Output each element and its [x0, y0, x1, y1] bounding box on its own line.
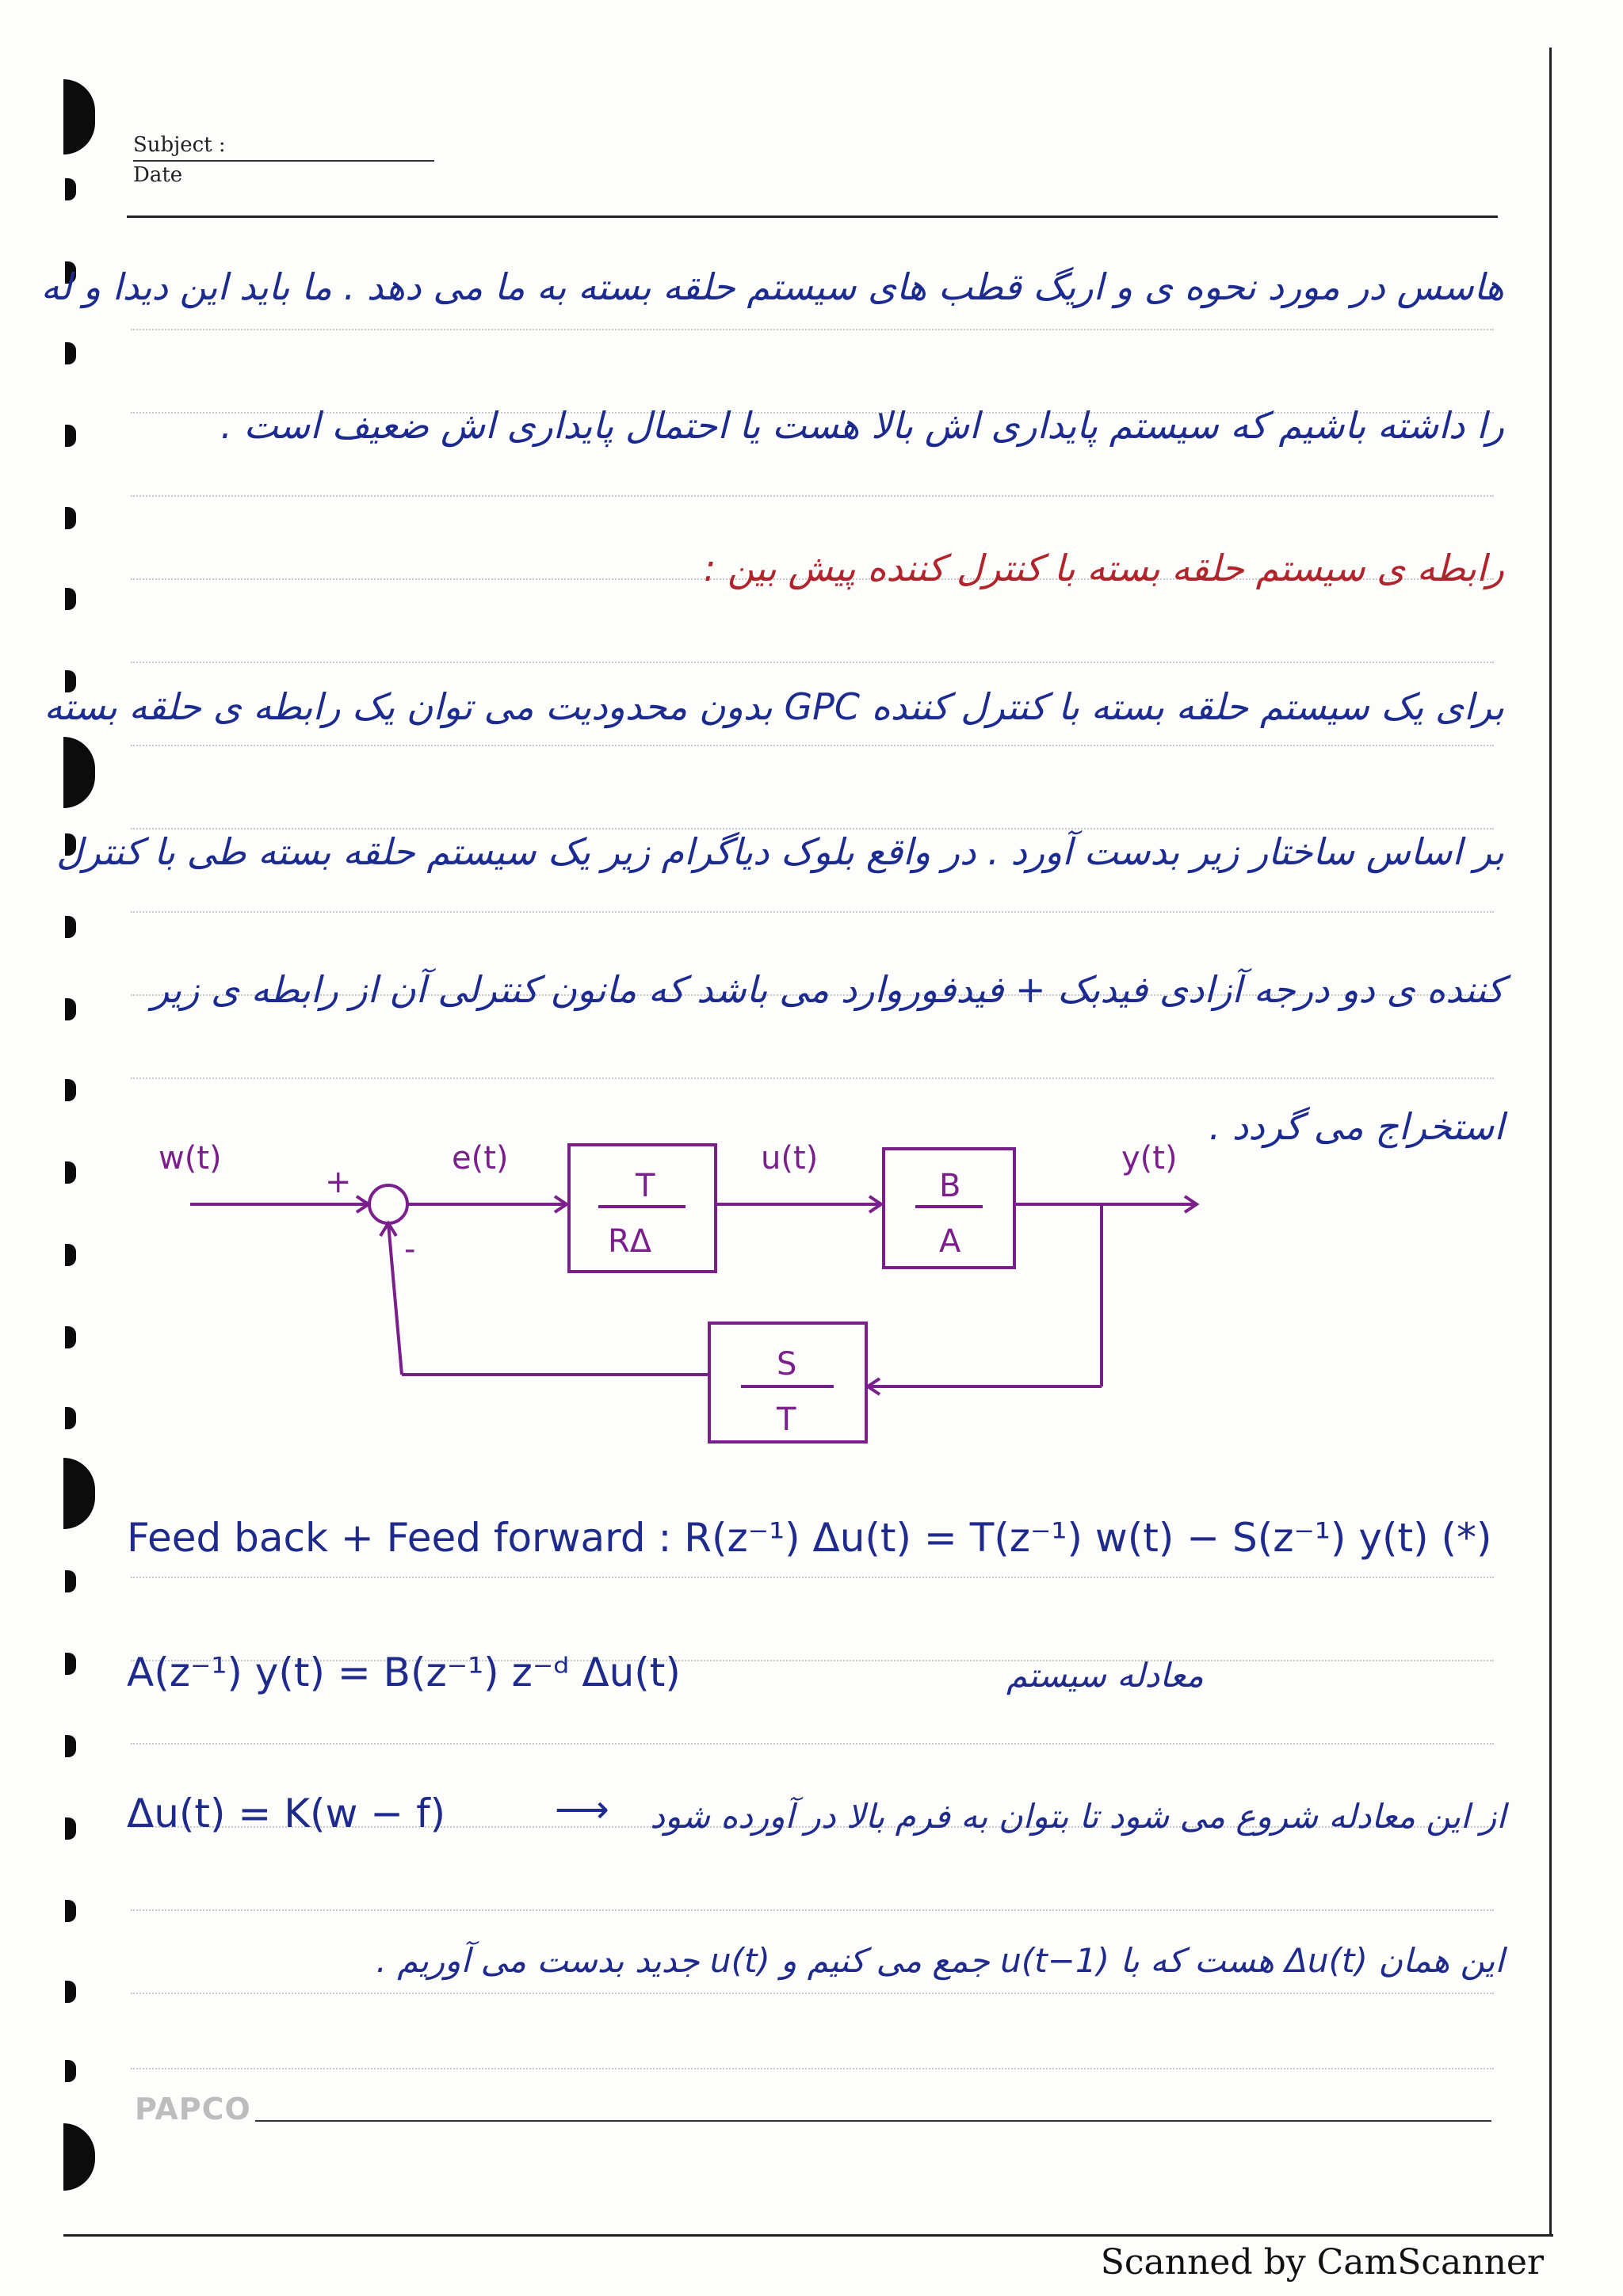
punch-hole — [65, 425, 76, 447]
ruled-line — [131, 1909, 1494, 1911]
section-heading: رابطه ی سیستم حلقه بسته با کنترل کننده پیش بین : — [703, 547, 1504, 589]
punch-hole — [65, 1653, 76, 1675]
camscanner-watermark: Scanned by CamScanner — [1100, 2242, 1544, 2283]
summing-junction — [369, 1185, 407, 1223]
subject-label: Subject : — [133, 133, 226, 157]
header-rule — [127, 215, 1498, 218]
punch-hole — [63, 79, 95, 154]
minus-sign: - — [404, 1231, 416, 1268]
feedback-up-line — [388, 1223, 402, 1375]
gain-equation-note: از این معادله شروع می شود تا بتوان به فرم بالا در آورده شود — [650, 1797, 1506, 1836]
punch-hole — [65, 588, 76, 610]
ruled-line — [131, 1993, 1494, 1994]
punch-hole — [65, 342, 76, 364]
feedback-denominator: T — [777, 1402, 796, 1438]
punch-hole — [65, 1161, 76, 1184]
ruled-line — [131, 745, 1494, 746]
plant-denominator: A — [939, 1223, 961, 1260]
ruled-line — [131, 2068, 1494, 2069]
output-label: y(t) — [1121, 1140, 1178, 1177]
right-arrow-icon: ⟶ — [555, 1787, 609, 1832]
controller-numerator: T — [636, 1168, 655, 1204]
text-line-3: برای یک سیستم حلقه بسته با کنترل کننده GPC بدون محدودیت می توان یک رابطه ی حلقه بسته — [44, 685, 1504, 728]
feedback-numerator: S — [777, 1346, 797, 1383]
subject-rule — [133, 160, 434, 162]
punch-hole — [65, 1570, 76, 1592]
punch-hole — [65, 1981, 76, 2003]
ruled-line — [131, 911, 1494, 913]
ruled-line — [131, 1077, 1494, 1079]
system-equation: A(z⁻¹) y(t) = B(z⁻¹) z⁻ᵈ Δu(t) — [127, 1650, 681, 1695]
punch-hole — [63, 2123, 95, 2191]
ruled-line — [131, 495, 1494, 497]
punch-hole — [63, 1458, 95, 1529]
page-edge — [1549, 48, 1552, 2234]
text-line-6: استخراج می گردد . — [1209, 1105, 1504, 1148]
block-diagram — [158, 1125, 1252, 1458]
punch-hole — [63, 737, 95, 808]
plant-numerator: B — [939, 1168, 961, 1204]
punch-hole — [65, 1817, 76, 1840]
punch-hole — [65, 2060, 76, 2082]
punch-hole — [65, 1900, 76, 1922]
ruled-line — [131, 828, 1494, 830]
punch-hole — [65, 1079, 76, 1101]
punch-hole — [65, 1244, 76, 1266]
ruled-line — [131, 662, 1494, 663]
ruled-line — [131, 1743, 1494, 1745]
control-label: u(t) — [761, 1140, 819, 1177]
ruled-line — [131, 1577, 1494, 1578]
footer-rule — [255, 2120, 1491, 2122]
punch-hole — [65, 178, 76, 200]
papco-logo: PAPCO — [135, 2092, 251, 2126]
punch-hole — [65, 1326, 76, 1348]
punch-hole — [65, 1735, 76, 1757]
bottom-rule — [63, 2234, 1553, 2237]
gain-equation: Δu(t) = K(w − f) — [127, 1791, 446, 1836]
text-line-5: کننده ی دو درجه آزادی فیدبک + فیدفوروارد می باشد که مانون کنترلی آن از رابطه ی زیر — [151, 968, 1504, 1011]
control-law-equation: Feed back + Feed forward : R(z⁻¹) Δu(t) = T(z⁻¹) w(t) − S(z⁻¹) y(t) (*) — [127, 1515, 1492, 1561]
punch-hole — [65, 998, 76, 1020]
text-line-4: بر اساس ساختار زیر بدست آورد . در واقع بلوک دیاگرام زیر یک سیستم حلقه بسته طی با کنترل — [56, 830, 1504, 873]
punch-hole — [65, 507, 76, 529]
controller-denominator: RΔ — [608, 1223, 652, 1260]
punch-hole — [65, 1407, 76, 1429]
input-label: w(t) — [158, 1140, 222, 1177]
text-line-2: را داشته باشیم که سیستم پایداری اش بالا هست یا احتمال پایداری اش ضعیف است . — [220, 404, 1504, 447]
closing-note: این همان Δu(t) هست که با u(t−1) جمع می کنیم و u(t) جدید بدست می آوریم . — [376, 1941, 1504, 1980]
punch-hole — [65, 916, 76, 938]
text-line-1: هاسس در مورد نحوه ی و اریگ قطب های سیستم حلقه بسته به ما می دهد . ما باید این دیدا و له — [40, 265, 1504, 308]
date-label: Date — [133, 163, 183, 187]
ruled-line — [131, 329, 1494, 330]
plus-sign: + — [325, 1164, 352, 1200]
error-label: e(t) — [452, 1140, 509, 1177]
system-equation-note: معادله سیستم — [1006, 1656, 1204, 1695]
